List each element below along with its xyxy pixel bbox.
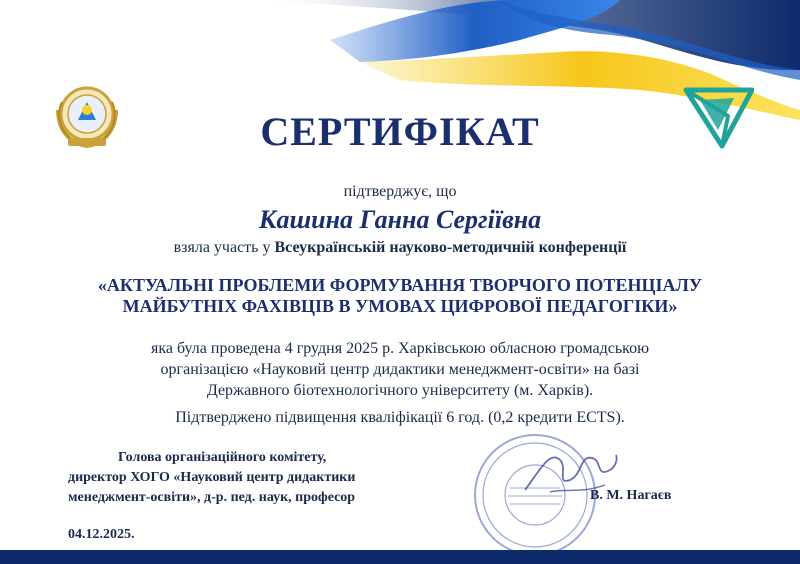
- conference-topic: [60, 275, 740, 317]
- signatory-line-2: директор ХОГО «Науковий центр дидактики: [68, 470, 356, 485]
- details-line-3: Державного біотехнологічного університету (м. Харків).: [206, 382, 594, 399]
- topic-line-1: «АКТУАЛЬНІ ПРОБЛЕМИ ФОРМУВАННЯ ТВОРЧОГО ПОТЕНЦІАЛУ: [97, 275, 703, 295]
- details-line-1: яка була проведена 4 грудня 2025 р. Харківською обласною громадською: [150, 340, 650, 357]
- event-details: [70, 338, 730, 401]
- signatory-line-1: Голова організаційного комітету,: [118, 450, 327, 465]
- event-name: Всеукраїнській науково-методичній конференції: [274, 239, 627, 256]
- signatory-name: В. М. Нагаєв: [590, 488, 672, 503]
- confirms-text: підтверджує, що: [343, 183, 457, 200]
- topic-line-2: МАЙБУТНІХ ФАХІВЦІВ В УМОВАХ ЦИФРОВОЇ ПЕДАГОГІКИ»: [122, 296, 678, 316]
- signatory-block: [68, 448, 355, 508]
- recipient-name: Кашина Ганна Сергіївна: [258, 205, 542, 234]
- participation-prefix: взяла участь у: [173, 239, 275, 256]
- qualification-text: Підтверджено підвищення кваліфікації 6 год. (0,2 кредити ECTS).: [175, 409, 625, 426]
- signatory-line-3: менеджмент-освіти», д-р. пед. наук, професор: [68, 490, 356, 505]
- details-line-2: організацією «Науковий центр дидактики менеджмент-освіти» на базі: [160, 361, 640, 378]
- certificate-date: 04.12.2025.: [68, 527, 135, 542]
- certificate-title: СЕРТИФІКАТ: [260, 109, 540, 154]
- participation-text: [0, 239, 800, 257]
- bottom-border: [0, 550, 800, 564]
